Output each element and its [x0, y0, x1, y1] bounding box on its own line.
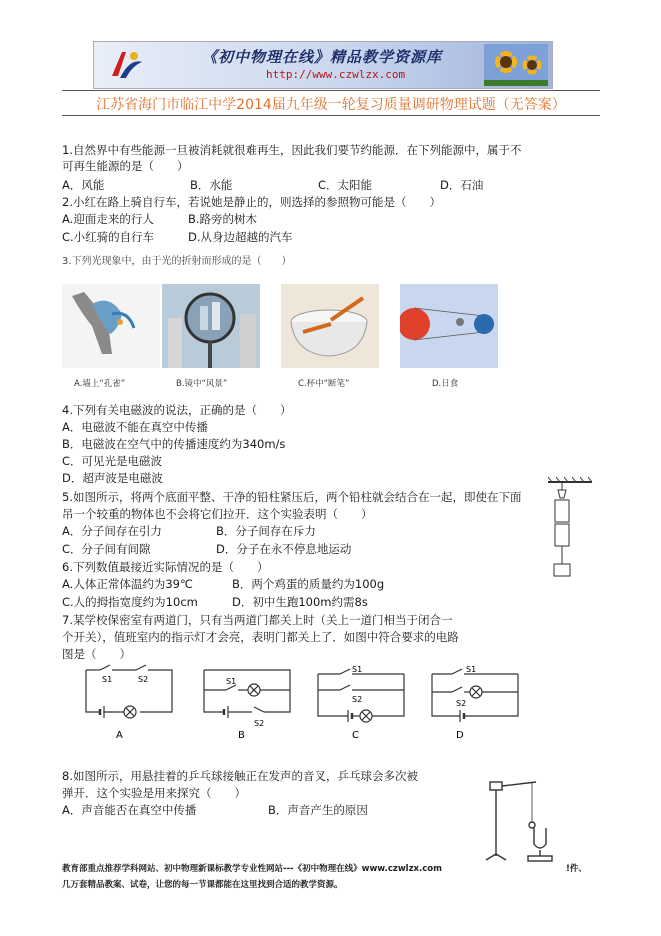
circuit-d-s2-label: S2	[456, 699, 467, 708]
q7-text-line3: 图是（ ）	[62, 647, 131, 661]
q2-option-a: A.迎面走来的行人	[62, 212, 154, 226]
header-banner	[93, 41, 553, 89]
q7-text-line1: 7.某学校保密室有两道门，只有当两道门都关上时（关上一道门相当于闭合一	[62, 613, 453, 627]
q4-text-line1: 4.下列有关电磁波的说法，正确的是（ ）	[62, 403, 292, 417]
q8-option-b: B．声音产生的原因	[268, 803, 368, 817]
q4-option-a: A．电磁波不能在真空中传播	[62, 420, 208, 434]
q5-option-d: D．分子在永不停息地运动	[216, 542, 352, 556]
q6-option-d: D．初中生跑100m约需8s	[232, 595, 368, 609]
circuit-b-s2-label: S2	[254, 719, 265, 728]
circuit-a-s2-label: S2	[138, 675, 149, 684]
q6-option-c: C.人的拇指宽度约为10cm	[62, 595, 198, 609]
q8-option-a: A．声音能否在真空中传播	[62, 803, 197, 817]
q5-text-line2: 吊一个较重的物体也不会将它们拉开．这个实验表明（ ）	[62, 507, 373, 521]
title-rule	[62, 115, 600, 116]
circuit-d	[426, 664, 524, 744]
q3-image-c	[281, 284, 379, 368]
q2-text-line1: 2.小红在路上骑自行车，若说她是静止的，则选择的参照物可能是（ ）	[62, 195, 441, 209]
circuit-c-s1-label: S1	[352, 665, 363, 674]
q5-option-a: A．分子间存在引力	[62, 524, 162, 538]
q1-option-a: A．风能	[62, 178, 105, 192]
document-title: 江苏省海门市临江中学2014届九年级一轮复习质量调研物理试题（无答案）	[96, 97, 566, 113]
q1-text-line1: 1.自然界中有些能源一旦被消耗就很难再生，因此我们要节约能源．在下列能源中，属于不	[62, 143, 522, 157]
circuit-b	[198, 664, 296, 744]
q3-image-a	[62, 284, 160, 368]
circuit-a-s1-label: S1	[102, 675, 113, 684]
circuit-d-s1-label: S1	[466, 665, 477, 674]
footer-line2: 几万套精品教案、试卷，让您的每一节课都能在这里找到合适的教学资源。	[62, 880, 343, 890]
site-logo-icon	[108, 48, 144, 82]
q8-text-line2: 弹开．这个实验是用来探究（ ）	[62, 786, 246, 800]
q4-option-d: D．超声波是电磁波	[62, 471, 163, 485]
q1-option-c: C．太阳能	[318, 178, 373, 192]
q8-text-line1: 8.如图所示，用悬挂着的乒乓球接触正在发声的音叉，乒乓球会多次被	[62, 769, 418, 783]
pencil-in-cup-icon	[281, 284, 379, 368]
q4-option-b: B．电磁波在空气中的传播速度约为340m/s	[62, 437, 286, 451]
q6-option-b: B．两个鸡蛋的质量约为100g	[232, 577, 385, 591]
circuit-c-s2-label: S2	[352, 695, 363, 704]
banner-title: 《初中物理在线》精品教学资源库	[202, 48, 443, 66]
circuit-a-label: A	[116, 730, 123, 741]
banner-url[interactable]: http://www.czwlzx.com	[266, 68, 406, 81]
q5-option-b: B．分子间存在斥力	[216, 524, 316, 538]
shadow-peacock-icon	[62, 284, 160, 368]
mirror-scene-icon	[162, 284, 260, 368]
circuit-b-s1-label: S1	[226, 677, 237, 686]
q1-option-d: D．石油	[440, 178, 484, 192]
header-rule	[62, 90, 600, 91]
lead-cylinders-figure	[540, 476, 600, 582]
solar-eclipse-icon	[400, 284, 498, 368]
footer-line1-tail: !件、	[566, 864, 587, 874]
q3-caption-d: D.日食	[432, 379, 459, 389]
q6-text-line1: 6.下列数值最接近实际情况的是（ ）	[62, 560, 269, 574]
q3-image-b	[162, 284, 260, 368]
q1-option-b: B．水能	[190, 178, 233, 192]
q2-option-d: D.从身边超越的汽车	[188, 230, 293, 244]
circuit-b-label: B	[238, 730, 245, 741]
q2-option-c: C.小红骑的自行车	[62, 230, 155, 244]
q5-text-line1: 5.如图所示，将两个底面平整、干净的铅柱紧压后，两个铅柱就会结合在一起，即使在下面	[62, 490, 522, 504]
circuit-c	[312, 664, 410, 744]
q5-option-c: C．分子间有间隙	[62, 542, 151, 556]
q3-caption-c: C.杯中“断笔”	[298, 379, 350, 389]
q1-text-line2: 可再生能源的是（ ）	[62, 159, 189, 173]
footer-line1-text: 教育部重点推荐学科网站、初中物理新课标教学专业性网站---《初中物理在线》www.czwlzx.com	[62, 864, 442, 874]
q3-image-d	[400, 284, 498, 368]
q6-option-a: A.人体正常体温约为39℃	[62, 577, 193, 591]
circuit-a	[80, 664, 178, 744]
sunflower-icon	[484, 44, 548, 86]
q3-text-line1: 3.下列光现象中，由于光的折射而形成的是（ ）	[62, 256, 292, 267]
q7-text-line2: 个开关），值班室内的指示灯才会亮，表明门都关上了．如图中符合要求的电路	[62, 630, 459, 644]
q4-option-c: C．可见光是电磁波	[62, 454, 163, 468]
q2-option-b: B.路旁的树木	[188, 212, 258, 226]
q3-caption-a: A.墙上“孔雀”	[74, 379, 126, 389]
q3-caption-b: B.镜中“风景”	[176, 379, 228, 389]
tuning-fork-figure	[476, 768, 556, 864]
circuit-d-label: D	[456, 730, 464, 741]
circuit-c-label: C	[352, 730, 359, 741]
footer-line1	[62, 862, 442, 874]
